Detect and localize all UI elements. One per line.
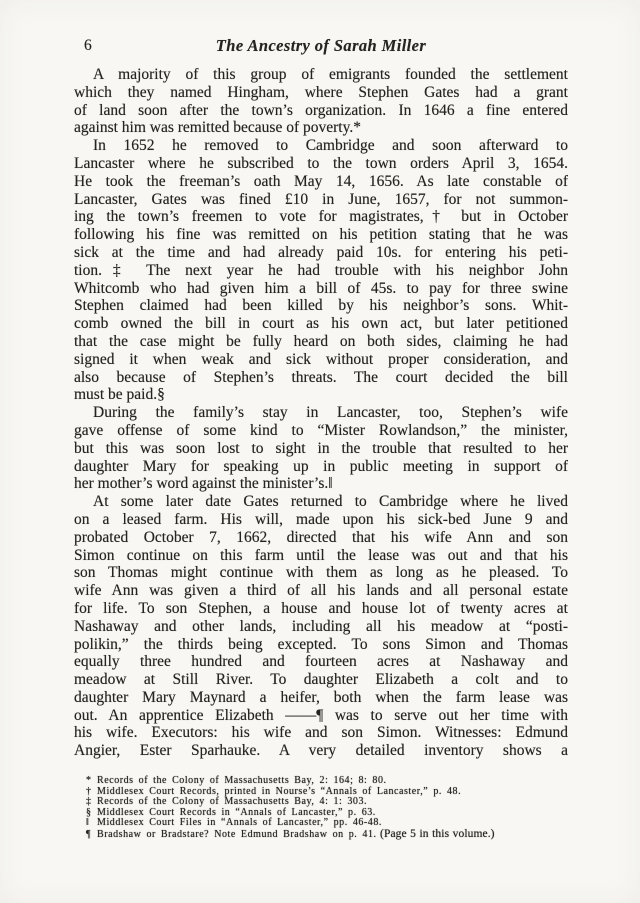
body-text — [74, 66, 568, 760]
footnote-text: Records of the Colony of Massachusetts Bay, 4: 1: 303. — [97, 796, 368, 808]
body-line: wife Ann was given a third of all his lands and all personal estate — [74, 582, 568, 600]
body-line: Whitcomb who had given him a bill of 45s. to pay for three swine — [74, 279, 568, 297]
footnote-symbol: § — [86, 806, 92, 818]
body-line: Lancaster where he subscribed to the town orders April 3, 1654. — [74, 154, 568, 172]
page-content — [74, 36, 568, 840]
body-line: his wife. Executors: his wife and son Simon. Witnesses: Edmund — [74, 724, 568, 742]
body-line: ing the town’s freemen to vote for magistrates,† but in October — [74, 208, 568, 226]
body-line: which they named Hingham, where Stephen Gates had a grant — [74, 83, 568, 101]
footnote-symbol: * — [86, 775, 92, 787]
footnote-symbol: ‖ — [86, 817, 90, 829]
body-line: of land soon after the town’s organization. In 1646 a fine entered — [74, 101, 568, 119]
body-line: A majority of this group of emigrants founded the settlement — [93, 66, 568, 83]
body-line: At some later date Gates returned to Cambridge where he lived — [93, 493, 568, 511]
body-paragraph — [74, 493, 568, 760]
body-line: Lancaster, Gates was fined £10 in June, 1657, for not summon- — [74, 190, 568, 208]
body-line: must be paid.§ — [74, 386, 165, 404]
body-line: Stephen claimed had been killed by his neighbor’s sons. Whit- — [74, 297, 568, 315]
body-line: daughter Mary for speaking up in public meeting in support of — [74, 457, 568, 475]
body-line: following his fine was remitted on his petition stating that he was — [74, 226, 568, 244]
body-line: on a leased farm. His will, made upon his sick-bed June 9 and — [74, 510, 568, 528]
body-line: that the case might be fully heard on both sides, claiming he had — [74, 332, 568, 350]
body-line: her mother’s word against the minister’s.‖ — [74, 475, 333, 493]
footnote-text: Middlesex Court Records in “Annals of Lancaster,” p. 63. — [97, 806, 376, 818]
footnote-text: Records of the Colony of Massachusetts Bay, 2: 164; 8: 80. — [97, 775, 387, 787]
body-line: Nashaway and other lands, including all his meadow at “posti- — [74, 617, 568, 635]
footnote-text: Middlesex Court Records, printed in Nourse’s “Annals of Lancaster,” p. 48. — [97, 785, 462, 797]
footnote-symbol: ‡ — [86, 796, 92, 808]
footnote-suffix: (Page 5 in this volume.) — [376, 828, 495, 841]
body-line: equally three hundred and fourteen acres at Nashaway and — [74, 653, 568, 671]
footnote-symbol: ¶ — [86, 829, 92, 841]
body-line: probated October 7, 1662, directed that his wife Ann and son — [74, 528, 568, 546]
body-line: polikin,” the thirds being excepted. To sons Simon and Thomas — [74, 635, 568, 653]
page-header — [74, 36, 568, 56]
body-line: but this was soon lost to sight in the trouble that resulted to her — [74, 439, 568, 457]
body-paragraph — [74, 66, 568, 137]
body-line: comb owned the bill in court as his own act, but later petitioned — [74, 315, 568, 333]
body-paragraph — [74, 404, 568, 493]
body-line: against him was remitted because of poverty.* — [74, 119, 361, 137]
body-line: also because of Stephen’s threats. The court decided the bill — [74, 368, 568, 386]
body-line: Simon continue on this farm until the lease was out and that his — [74, 546, 568, 564]
footnote-text: Middlesex Court Files in “Annals of Lancaster,” pp. 46-48. — [97, 817, 382, 829]
body-line: gave offense of some kind to “Mister Rowlandson,” the minister, — [74, 421, 568, 439]
body-line: sick at the time and had already paid 10s. for entering his peti- — [74, 243, 568, 261]
body-line: meadow at Still River. To daughter Elizabeth a colt and to — [74, 671, 568, 689]
body-line: son Thomas might continue with them as long as he pleased. To — [74, 564, 568, 582]
footnotes — [86, 776, 568, 840]
body-line: Angier, Ester Sparhauke. A very detailed inventory shows a — [74, 742, 568, 760]
body-paragraph — [74, 137, 568, 404]
body-line: tion.‡ The next year he had trouble with his neighbor John — [74, 261, 568, 279]
body-line: out. An apprentice Elizabeth ——¶ was to serve out her time with — [74, 706, 568, 724]
footnote-text: Bradshaw or Bradstare? Note Edmund Bradshaw on p. 41. — [97, 829, 377, 841]
body-line: signed it when weak and sick without proper consideration, and — [74, 350, 568, 368]
body-line: daughter Mary Maynard a heifer, both when the farm lease was — [74, 688, 568, 706]
running-title: The Ancestry of Sarah Miller — [215, 36, 427, 55]
body-line: During the family’s stay in Lancaster, too, Stephen’s wife — [93, 404, 568, 422]
body-line: In 1652 he removed to Cambridge and soon afterward to — [93, 137, 568, 155]
body-line: for life. To son Stephen, a house and house lot of twenty acres at — [74, 599, 568, 617]
page-number: 6 — [84, 37, 92, 54]
body-line: He took the freeman’s oath May 14, 1656. As late constable of — [74, 172, 568, 190]
footnote — [86, 829, 568, 840]
footnote-symbol: † — [86, 785, 92, 797]
footnote — [86, 818, 568, 829]
